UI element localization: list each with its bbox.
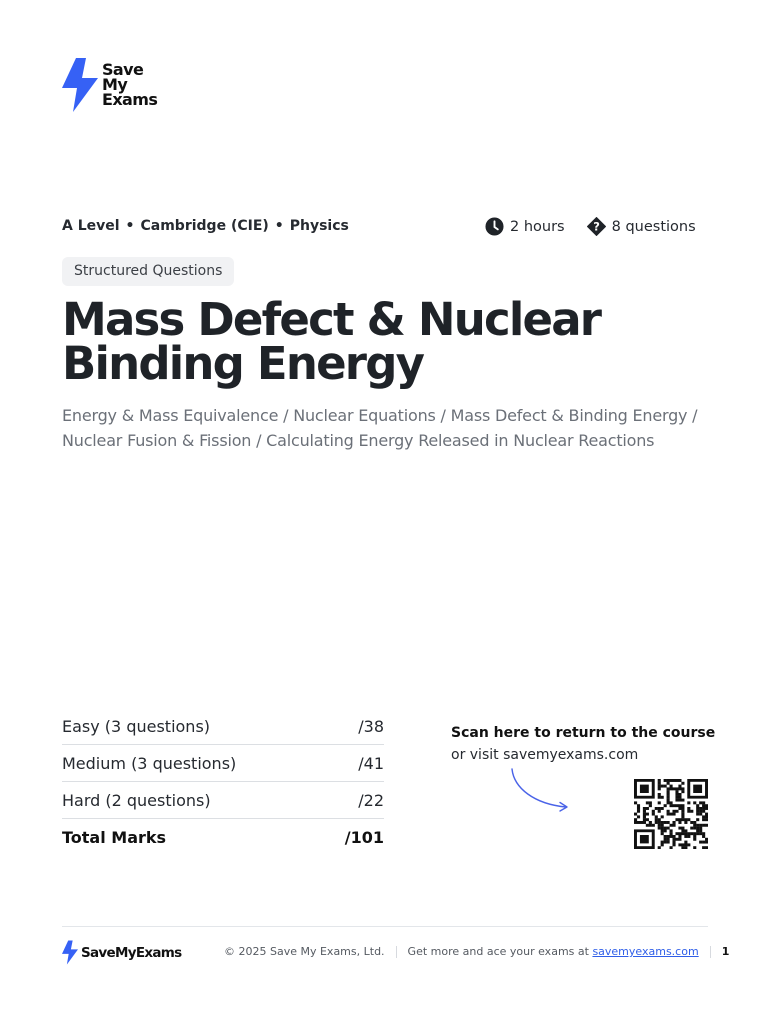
exam-stats [485,217,696,236]
clock-icon [485,217,504,236]
duration-text: 2 hours [510,218,565,235]
marks-label: Medium (3 questions) [62,753,237,773]
scan-heading: Scan here to return to the course [451,725,716,741]
marks-value: /38 [358,716,384,736]
course-breadcrumb [62,218,349,234]
marks-row-total [62,819,384,855]
footer-divider [62,926,708,927]
question-type-chip: Structured Questions [62,257,234,286]
breadcrumb-subject: Physics [289,218,349,234]
duration-stat [485,217,565,236]
lightning-bolt-icon [62,940,78,965]
footer-logo [62,940,181,965]
marks-row-easy [62,708,384,745]
title-line: Mass Defect & Nuclear [62,293,601,346]
brand-logo [62,58,172,114]
marks-value: /22 [358,790,384,810]
qr-code[interactable] [634,779,708,849]
footer-separator [710,946,711,958]
total-value: /101 [344,827,384,847]
footer-wordmark: SaveMyExams [81,944,182,961]
marks-label: Hard (2 questions) [62,790,211,810]
breadcrumb-level: A Level [62,218,120,234]
question-icon [587,217,606,236]
promo-text: Get more and ace your exams at savemyexams.com [407,945,699,958]
footer-text [224,945,729,958]
topic-list: Energy & Mass Equivalence / Nuclear Equations / Mass Defect & Binding Energy / Nuclear Fusion & Fission / Calculating Energy Released in Nuclear Reactions [62,406,698,450]
page-title [62,293,682,390]
breadcrumb-separator: • [274,218,284,234]
footer-separator [396,946,397,958]
scan-prompt [451,722,715,766]
scan-subtext: or visit savemyexams.com [451,747,639,763]
question-count-stat [587,217,696,236]
total-label: Total Marks [62,827,167,847]
curved-arrow-icon [506,766,572,814]
question-count-text: 8 questions [611,218,696,235]
marks-value: /41 [358,753,384,773]
breadcrumb-board: Cambridge (CIE) [140,218,269,234]
breadcrumb-separator: • [125,218,135,234]
page-number: 1 [721,945,730,958]
logo-wordmark: Save My Exams [102,60,158,109]
website-link[interactable]: savemyexams.com [592,945,699,958]
title-line: Binding Energy [62,337,424,390]
lightning-bolt-icon [62,58,98,112]
copyright-text: © 2025 Save My Exams, Ltd. [224,945,385,958]
marks-label: Easy (3 questions) [62,716,211,736]
marks-row-hard [62,782,384,819]
marks-row-medium [62,745,384,782]
svg-text:?: ? [592,219,600,234]
marks-table [62,708,384,855]
